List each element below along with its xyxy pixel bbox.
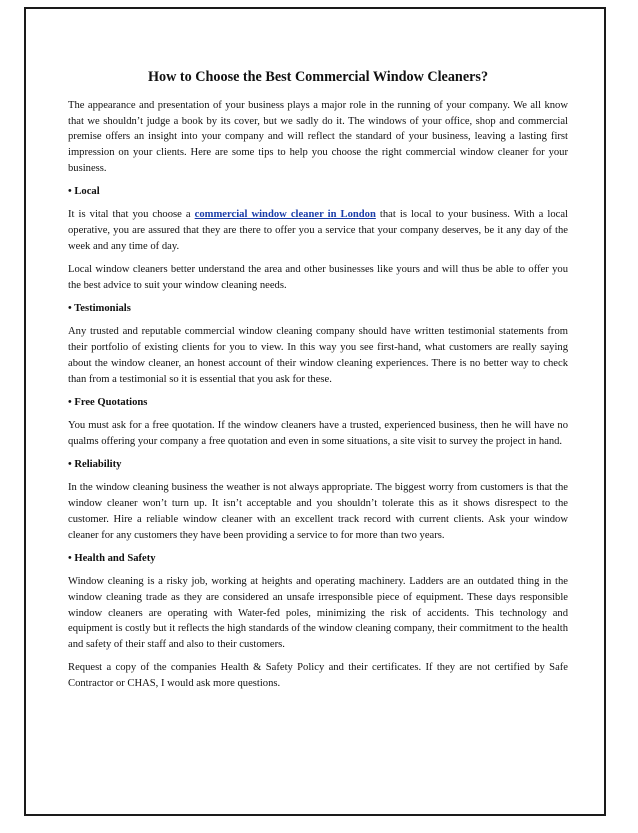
testimonials-heading: • Testimonials xyxy=(68,303,131,315)
safety-paragraph-2: Request a copy of the companies Health & Safety Policy and their certificates. If they are not certified by Safe Contractor or CHAS, I would ask more questions. xyxy=(68,662,568,689)
quotations-heading: • Free Quotations xyxy=(68,396,148,408)
safety-paragraph-1: Window cleaning is a risky job, working at heights and operating machinery. Ladders are an outdated thing in the window cleaning trade as they are considered an unsafe irresponsible piece of equipment. These days responsible window cleaners are operating with Water-fed poles, minimizing the risk of accidents. This technology and equipment is costly but it reflects the high standards of the window cleaning company, their commitment to the health and safety of their staff and also to their customers. xyxy=(68,576,568,650)
document-title: How to Choose the Best Commercial Window Cleaners? xyxy=(147,69,489,85)
local-heading: • Local xyxy=(68,186,100,198)
local-text-after: that is local to your business. With a local operative, you are assured that they are there to offer you a service that your company deserves, be it any day of the week and any time of day. xyxy=(68,209,568,252)
local-paragraph-1 xyxy=(68,207,568,254)
local-paragraph-2: Local window cleaners better understand the area and other businesses like yours and will thus be able to offer you the best advice to suit your window cleaning needs. xyxy=(68,264,568,291)
quotations-paragraph: You must ask for a free quotation. If the window cleaners have a trusted, experienced business, then he will have no qualms offering your company a free quotation and even in some situations, a site visit to survey the project in hand. xyxy=(68,420,568,447)
document-body xyxy=(68,60,568,699)
reliability-heading: • Reliability xyxy=(68,459,122,471)
intro-paragraph: The appearance and presentation of your business plays a major role in the running of your company. We all know that we shouldn’t judge a book by its cover, but we sadly do it. The windows of your office, shop and commercial premise offers an insight into your company and will reflect the standard of your business, leaving a lasting first impression on your clients. Here are some tips to help you choose the right commercial window cleaner for your business. xyxy=(68,100,568,174)
commercial-window-cleaner-link[interactable]: commercial window cleaner in London xyxy=(194,209,376,221)
safety-heading: • Health and Safety xyxy=(68,552,156,564)
testimonials-paragraph: Any trusted and reputable commercial window cleaning company should have written testimonial statements from their portfolio of existing clients for you to view. In this way you see first-hand, what customers are really saying about the window cleaner, an honest account of their window cleaning experiences. There is no better way to check than from a testimonial so it is essential that you ask for these. xyxy=(68,326,568,385)
reliability-paragraph: In the window cleaning business the weather is not always appropriate. The biggest worry from customers is that the window cleaner won’t turn up. It isn’t acceptable and you shouldn’t tolerate this as it shows disrespect to the customer. Hire a reliable window cleaner with an excellent track record with current clients. Ask your window cleaner for any customers they have been providing a service to for more than two years. xyxy=(68,482,568,541)
local-text-before: It is vital that you choose a xyxy=(68,209,195,221)
